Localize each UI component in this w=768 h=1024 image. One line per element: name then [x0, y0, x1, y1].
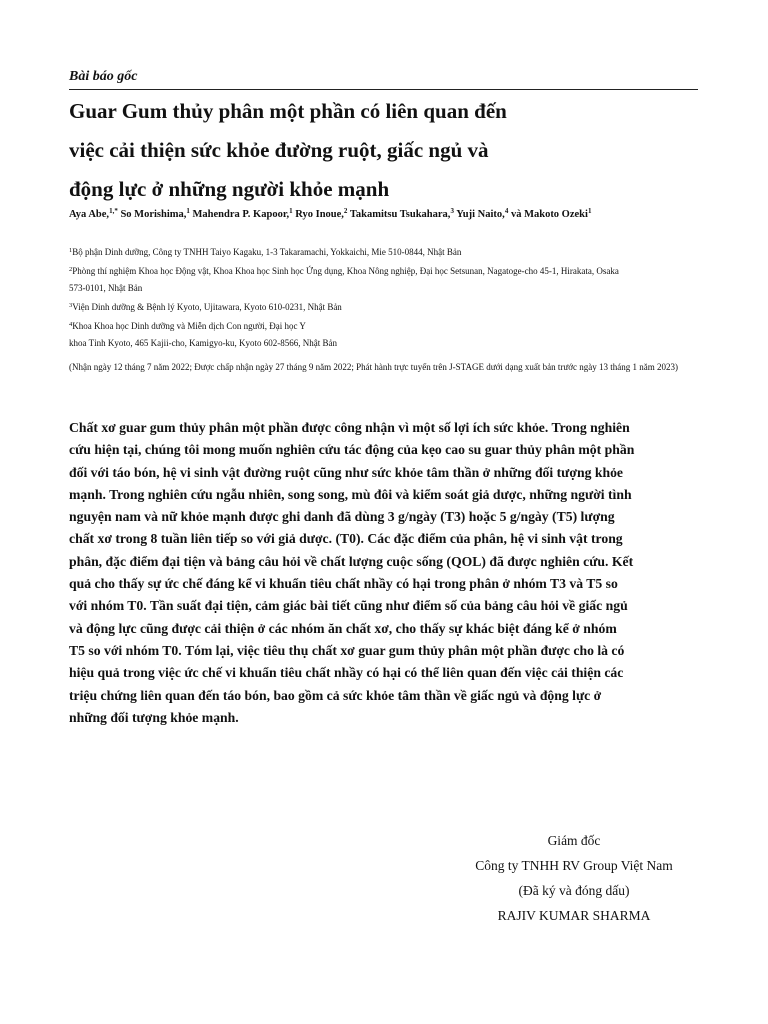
affiliation-text: Viện Dinh dưỡng & Bệnh lý Kyoto, Ujitawara, Kyoto 610-0231, Nhật Bản — [72, 302, 342, 312]
abstract-line: cứu hiện tại, chúng tôi mong muốn nghiên cứu tác động của kẹo cao su guar thủy phân một phần — [69, 442, 635, 458]
affiliation-text: khoa Tỉnh Kyoto, 465 Kajii-cho, Kamigyo-ku, Kyoto 602-8566, Nhật Bản — [69, 338, 338, 348]
abstract-line: đối với táo bón, hệ vi sinh vật đường ruột cũng như sức khỏe tâm thần ở những đối tượng khỏe — [69, 464, 623, 480]
abstract-line: chất xơ trong 8 tuần liên tiếp so với giả dược. (T0). Các đặc điểm của phân, hệ vi sinh vật trong — [69, 531, 623, 547]
affiliation-mark: 1 — [69, 247, 73, 254]
abstract-line: phân, đặc điểm đại tiện và bảng câu hỏi về chất lượng cuộc sống (QOL) đã được nghiên cứu. Kết — [69, 553, 634, 569]
affiliation-text: Khoa Khoa học Dinh dưỡng và Miễn dịch Con người, Đại học Y — [72, 321, 306, 331]
affiliation-text: Phòng thí nghiệm Khoa học Động vật, Khoa Khoa học Sinh học Ứng dụng, Khoa Nông nghiệp, Đại học Setsunan, Nagatoge-cho 45-1, Hirakata, Osaka — [72, 266, 619, 276]
signature-block — [430, 828, 718, 928]
author-affiliation-mark: 1 — [587, 207, 592, 215]
author-list — [69, 207, 709, 220]
abstract-line: T5 so với nhóm T0. Tóm lại, việc tiêu thụ chất xơ guar gum thủy phân một phần được cho là có — [69, 642, 625, 658]
header-rule — [69, 89, 698, 90]
affiliation-line — [69, 280, 701, 297]
abstract-line: mạnh. Trong nghiên cứu ngẫu nhiên, song song, mù đôi và kiểm soát giả dược, những người tình — [69, 486, 632, 502]
author-affiliation-mark: 2 — [343, 207, 348, 215]
affiliation-line — [69, 316, 701, 335]
author-affiliation-mark: 1,* — [109, 207, 118, 215]
author-name: Ryo Inoue, — [295, 209, 344, 220]
author-affiliation-mark: 1 — [289, 207, 293, 215]
signer-role: Giám đốc — [547, 833, 601, 848]
affiliation-mark: 3 — [69, 302, 73, 309]
abstract-line: quả cho thấy sự ức chế đáng kể vi khuẩn tiêu chất nhầy có hại trong phân ở nhóm T3 và T5 so — [69, 576, 618, 592]
signature-note: (Đã ký và đóng dấu) — [518, 883, 630, 898]
title-line: động lực ở những người khỏe mạnh — [69, 177, 390, 201]
affiliation-text: 573-0101, Nhật Bản — [69, 283, 143, 293]
title-line: việc cải thiện sức khỏe đường ruột, giấc ngủ và — [69, 138, 489, 162]
article-type-label: Bài báo gốc — [69, 69, 138, 84]
abstract-line: triệu chứng liên quan đến táo bón, bao gồm cả sức khỏe tâm thần về giấc ngủ và động lực ở — [69, 687, 602, 703]
affiliation-line — [69, 261, 701, 280]
affiliation-list — [69, 242, 701, 352]
author-affiliation-mark: 4 — [504, 207, 509, 215]
signer-name: RAJIV KUMAR SHARMA — [497, 908, 651, 923]
affiliation-mark: 4 — [69, 321, 73, 328]
affiliation-line — [69, 297, 701, 316]
signer-company: Công ty TNHH RV Group Việt Nam — [475, 858, 673, 873]
author-name: Aya Abe, — [69, 209, 110, 220]
affiliation-mark: 2 — [69, 266, 73, 273]
article-title — [69, 92, 629, 209]
author-name: và Makoto Ozeki — [510, 209, 588, 220]
abstract — [69, 417, 701, 729]
abstract-line: Chất xơ guar gum thủy phân một phần được công nhận vì một số lợi ích sức khỏe. Trong nghiên — [69, 420, 630, 435]
author-name: Mahendra P. Kapoor, — [192, 209, 290, 220]
abstract-line: nguyện nam và nữ khỏe mạnh được ghi danh đã dùng 3 g/ngày (T3) hoặc 5 g/ngày (T5) lượng — [69, 509, 615, 525]
author-affiliation-mark: 3 — [450, 207, 454, 215]
author-affiliation-mark: 1 — [186, 207, 190, 215]
author-name: Takamitsu Tsukahara, — [349, 209, 451, 220]
publication-dates: (Nhận ngày 12 tháng 7 năm 2022; Được chấp nhận ngày 27 tháng 9 năm 2022; Phát hành trực tuyến trên J-STAGE dưới dạng xuất bản trước ngày 13 tháng 1 năm 2023) — [69, 362, 678, 372]
affiliation-line — [69, 242, 701, 261]
author-name: Yuji Naito, — [456, 209, 505, 220]
abstract-line: những đối tượng khỏe mạnh. — [69, 709, 239, 725]
author-name: So Morishima, — [120, 209, 187, 220]
abstract-line: với nhóm T0. Tần suất đại tiện, cảm giác bài tiết cũng như điểm số của bảng câu hỏi về giấc ngủ — [69, 598, 628, 614]
affiliation-line — [69, 335, 701, 352]
affiliation-text: Bộ phận Dinh dưỡng, Công ty TNHH Taiyo Kagaku, 1-3 Takaramachi, Yokkaichi, Mie 510-0844, Nhật Bản — [72, 247, 462, 257]
title-line: Guar Gum thủy phân một phần có liên quan đến — [69, 99, 507, 123]
abstract-line: hiệu quả trong việc ức chế vi khuẩn tiêu chất nhầy có hại có thể liên quan đến việc cải thiện các — [69, 665, 624, 681]
abstract-line: và động lực cũng được cải thiện ở các nhóm ăn chất xơ, cho thấy sự khác biệt đáng kể ở nhóm — [69, 620, 617, 636]
